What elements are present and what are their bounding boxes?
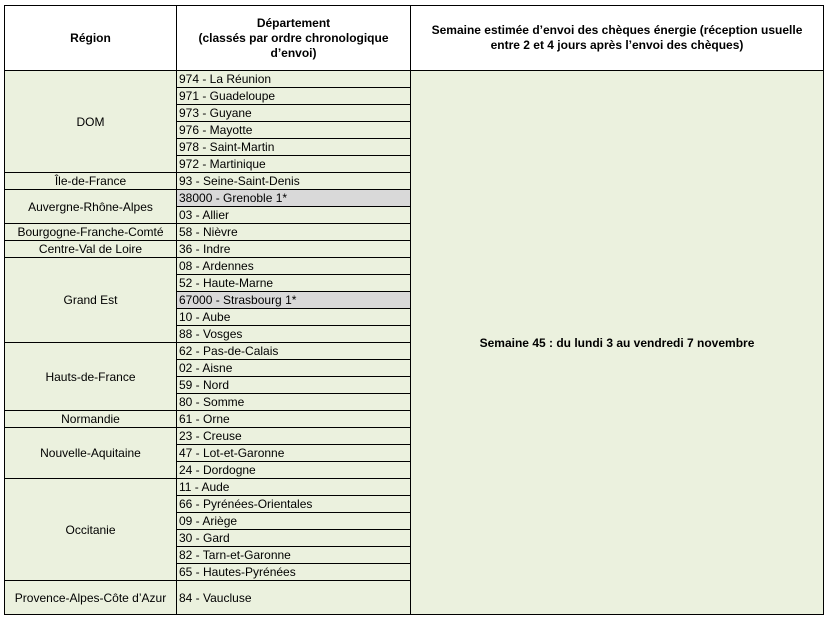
departement-cell: 09 - Ariège [177,513,411,530]
departement-cell: 971 - Guadeloupe [177,88,411,105]
region-cell: DOM [5,71,177,173]
departement-cell: 23 - Creuse [177,428,411,445]
region-cell: Centre-Val de Loire [5,241,177,258]
departement-cell: 59 - Nord [177,377,411,394]
departement-header-line2: (classés par ordre chronologique [198,30,389,45]
departement-cell: 03 - Allier [177,207,411,224]
week-cell: Semaine 45 : du lundi 3 au vendredi 7 novembre [411,71,824,615]
departement-cell: 65 - Hautes-Pyrénées [177,564,411,581]
departement-cell: 93 - Seine-Saint-Denis [177,173,411,190]
departement-header-line3: d’envoi) [270,45,317,60]
week-header-line2: entre 2 et 4 jours après l’envoi des chèques) [490,38,744,52]
week-header-line1: Semaine estimée d’envoi des chèques énergie (réception usuelle [431,23,803,37]
region-cell: Hauts-de-France [5,343,177,411]
region-cell: Grand Est [5,258,177,343]
departement-cell: 82 - Tarn-et-Garonne [177,547,411,564]
region-cell: Auvergne-Rhône-Alpes [5,190,177,224]
departement-cell: 88 - Vosges [177,326,411,343]
departement-cell: 61 - Orne [177,411,411,428]
departement-cell: 47 - Lot-et-Garonne [177,445,411,462]
departement-cell: 38000 - Grenoble 1* [177,190,411,207]
departement-cell: 976 - Mayotte [177,122,411,139]
departement-cell: 30 - Gard [177,530,411,547]
departement-cell: 58 - Nièvre [177,224,411,241]
region-header: Région [5,6,177,71]
table-row [5,71,824,88]
departement-cell: 08 - Ardennes [177,258,411,275]
departement-cell: 67000 - Strasbourg 1* [177,292,411,309]
week-header [411,6,824,71]
departement-cell: 24 - Dordogne [177,462,411,479]
departement-cell: 02 - Aisne [177,360,411,377]
departement-cell: 974 - La Réunion [177,71,411,88]
departement-cell: 84 - Vaucluse [177,581,411,615]
departement-cell: 80 - Somme [177,394,411,411]
region-cell: Provence-Alpes-Côte d’Azur [5,581,177,615]
departement-cell: 973 - Guyane [177,105,411,122]
schedule-table [4,5,824,615]
departement-header [177,6,411,71]
departement-cell: 972 - Martinique [177,156,411,173]
departement-cell: 62 - Pas-de-Calais [177,343,411,360]
departement-cell: 978 - Saint-Martin [177,139,411,156]
departement-cell: 36 - Indre [177,241,411,258]
departement-cell: 11 - Aude [177,479,411,496]
departement-cell: 10 - Aube [177,309,411,326]
departement-cell: 52 - Haute-Marne [177,275,411,292]
region-cell: Île-de-France [5,173,177,190]
table-body [5,71,824,615]
region-cell: Occitanie [5,479,177,581]
region-cell: Nouvelle-Aquitaine [5,428,177,479]
region-cell: Bourgogne-Franche-Comté [5,224,177,241]
header-row [5,6,824,71]
departement-header-line1: Département [256,15,331,30]
departement-cell: 66 - Pyrénées-Orientales [177,496,411,513]
region-cell: Normandie [5,411,177,428]
